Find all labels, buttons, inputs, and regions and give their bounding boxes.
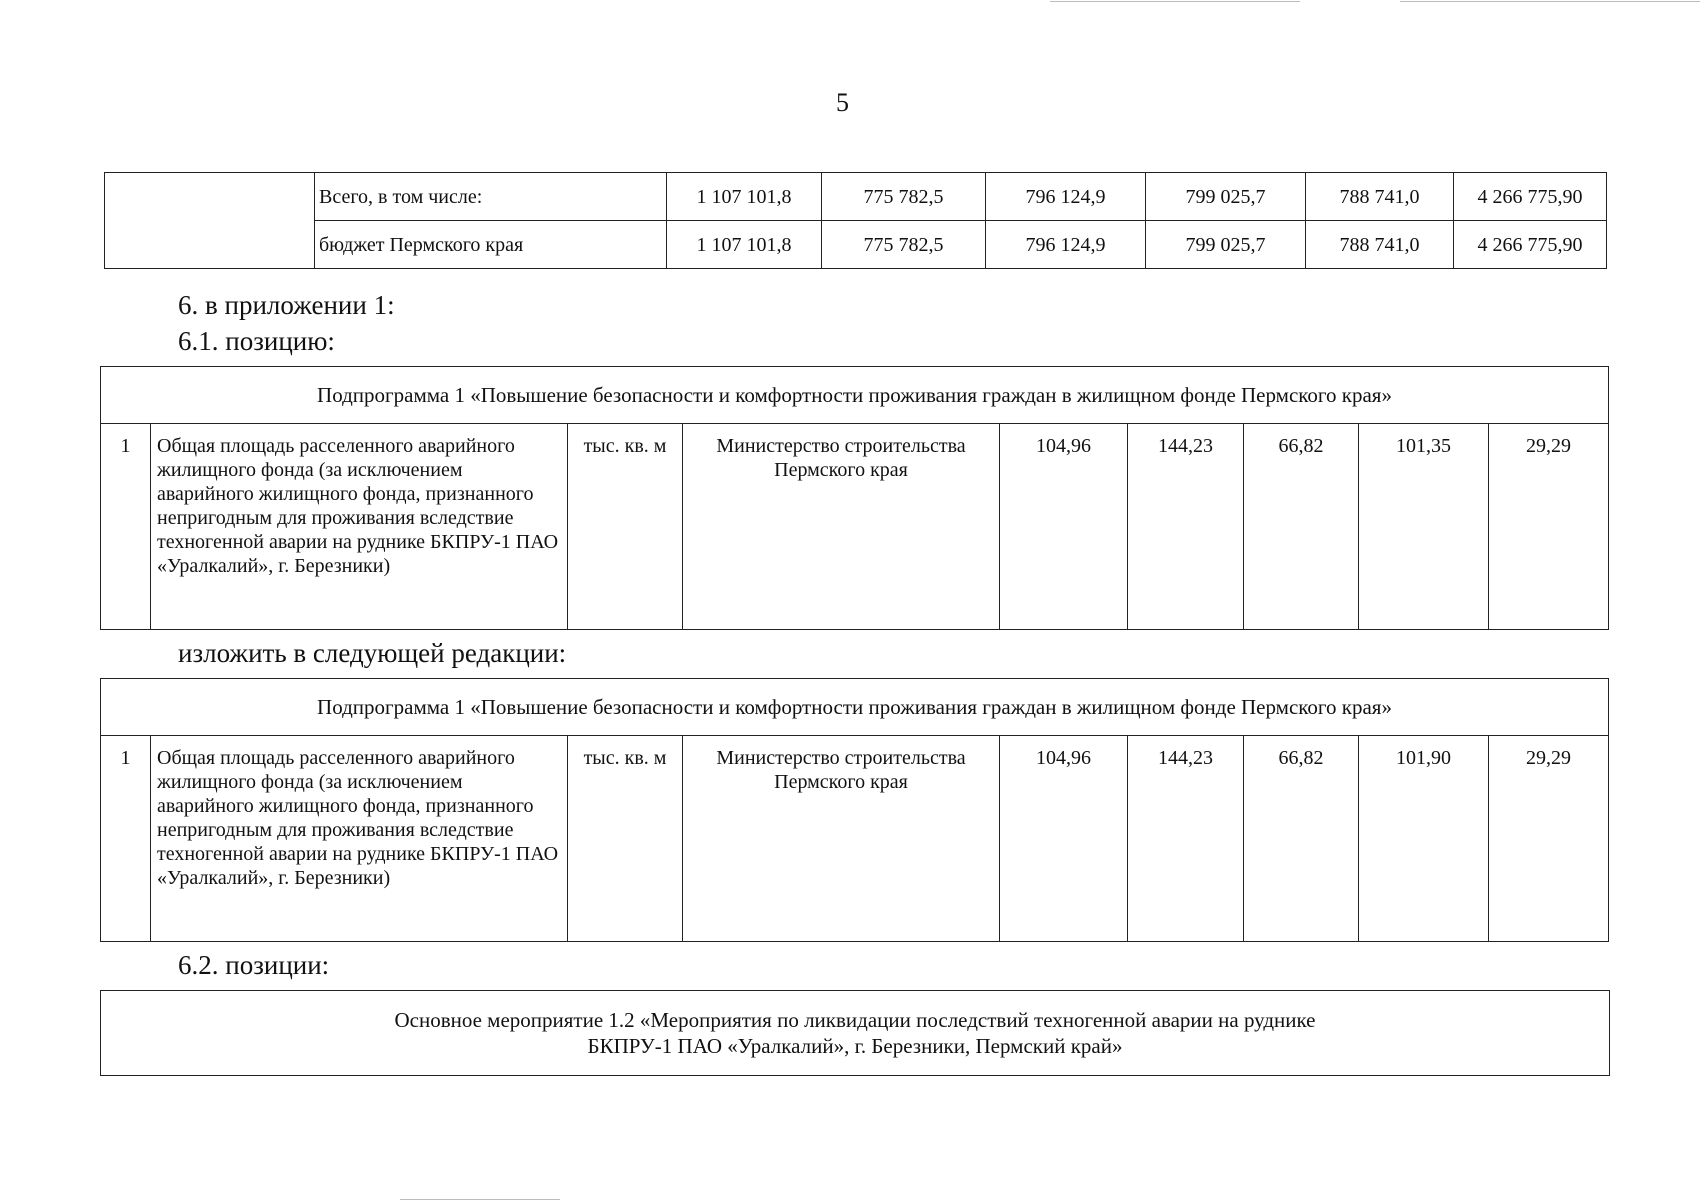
table-row [105, 173, 1607, 221]
summary-value: 775 782,5 [822, 173, 986, 221]
table-row [101, 424, 1609, 630]
indicator-value: 66,82 [1244, 424, 1359, 630]
responsible-org: Министерство строительства Пермского края [683, 736, 1000, 942]
indicator-value: 144,23 [1128, 736, 1244, 942]
summary-label: Всего, в том числе: [315, 173, 667, 221]
summary-value: 1 107 101,8 [667, 173, 822, 221]
main-event-caption-text: Основное мероприятие 1.2 «Мероприятия по ликвидации последствий техногенной аварии на руднике БКПРУ-1 ПАО «Уралкалий», г. Березники, Пермский край» [394, 1008, 1316, 1058]
summary-value: 799 025,7 [1146, 221, 1306, 269]
indicator-value: 66,82 [1244, 736, 1359, 942]
indicator-value: 29,29 [1489, 736, 1609, 942]
row-number: 1 [101, 424, 151, 630]
indicator-value: 101,90 [1359, 736, 1489, 942]
summary-value: 788 741,0 [1306, 221, 1454, 269]
subprogram-caption: Подпрограмма 1 «Повышение безопасности и комфортности проживания граждан в жилищном фонде Пермского края» [101, 679, 1609, 736]
old-position-table [100, 366, 1609, 630]
table-row [101, 736, 1609, 942]
summary-value: 775 782,5 [822, 221, 986, 269]
responsible-org: Министерство строительства Пермского края [683, 424, 1000, 630]
section-heading: 6. в приложении 1: [178, 290, 395, 320]
summary-value: 796 124,9 [986, 221, 1146, 269]
indicator-value: 101,35 [1359, 424, 1489, 630]
section-heading: 6.2. позиции: [178, 950, 330, 980]
indicator-value: 104,96 [1000, 424, 1128, 630]
scan-artifact [1400, 1, 1700, 2]
indicator-value: 29,29 [1489, 424, 1609, 630]
main-event-table [100, 990, 1610, 1076]
page-number: 5 [836, 88, 849, 117]
unit-cell: тыс. кв. м [568, 736, 683, 942]
unit-cell: тыс. кв. м [568, 424, 683, 630]
table-row [105, 221, 1607, 269]
indicator-name: Общая площадь расселенного аварийного жилищного фонда (за исключением аварийного жилищного фонда, признанного непригодным для проживания вследствие техногенной аварии на руднике БКПРУ-1 ПАО «Уралкалий», г. Березники) [151, 736, 568, 942]
summary-value: 4 266 775,90 [1454, 173, 1607, 221]
row-number: 1 [101, 736, 151, 942]
subprogram-caption: Подпрограмма 1 «Повышение безопасности и комфортности проживания граждан в жилищном фонде Пермского края» [101, 367, 1609, 424]
summary-value: 796 124,9 [986, 173, 1146, 221]
indicator-value: 144,23 [1128, 424, 1244, 630]
summary-value: 788 741,0 [1306, 173, 1454, 221]
indicator-name: Общая площадь расселенного аварийного жилищного фонда (за исключением аварийного жилищного фонда, признанного непригодным для проживания вследствие техногенной аварии на руднике БКПРУ-1 ПАО «Уралкалий», г. Березники) [151, 424, 568, 630]
empty-cell [105, 173, 315, 269]
scan-artifact [1050, 1, 1300, 2]
new-position-table [100, 678, 1609, 942]
summary-value: 799 025,7 [1146, 173, 1306, 221]
section-heading: изложить в следующей редакции: [178, 638, 567, 668]
summary-label: бюджет Пермского края [315, 221, 667, 269]
summary-value: 1 107 101,8 [667, 221, 822, 269]
section-heading: 6.1. позицию: [178, 326, 335, 356]
indicator-value: 104,96 [1000, 736, 1128, 942]
summary-table [104, 172, 1607, 269]
summary-value: 4 266 775,90 [1454, 221, 1607, 269]
main-event-caption [101, 991, 1610, 1076]
